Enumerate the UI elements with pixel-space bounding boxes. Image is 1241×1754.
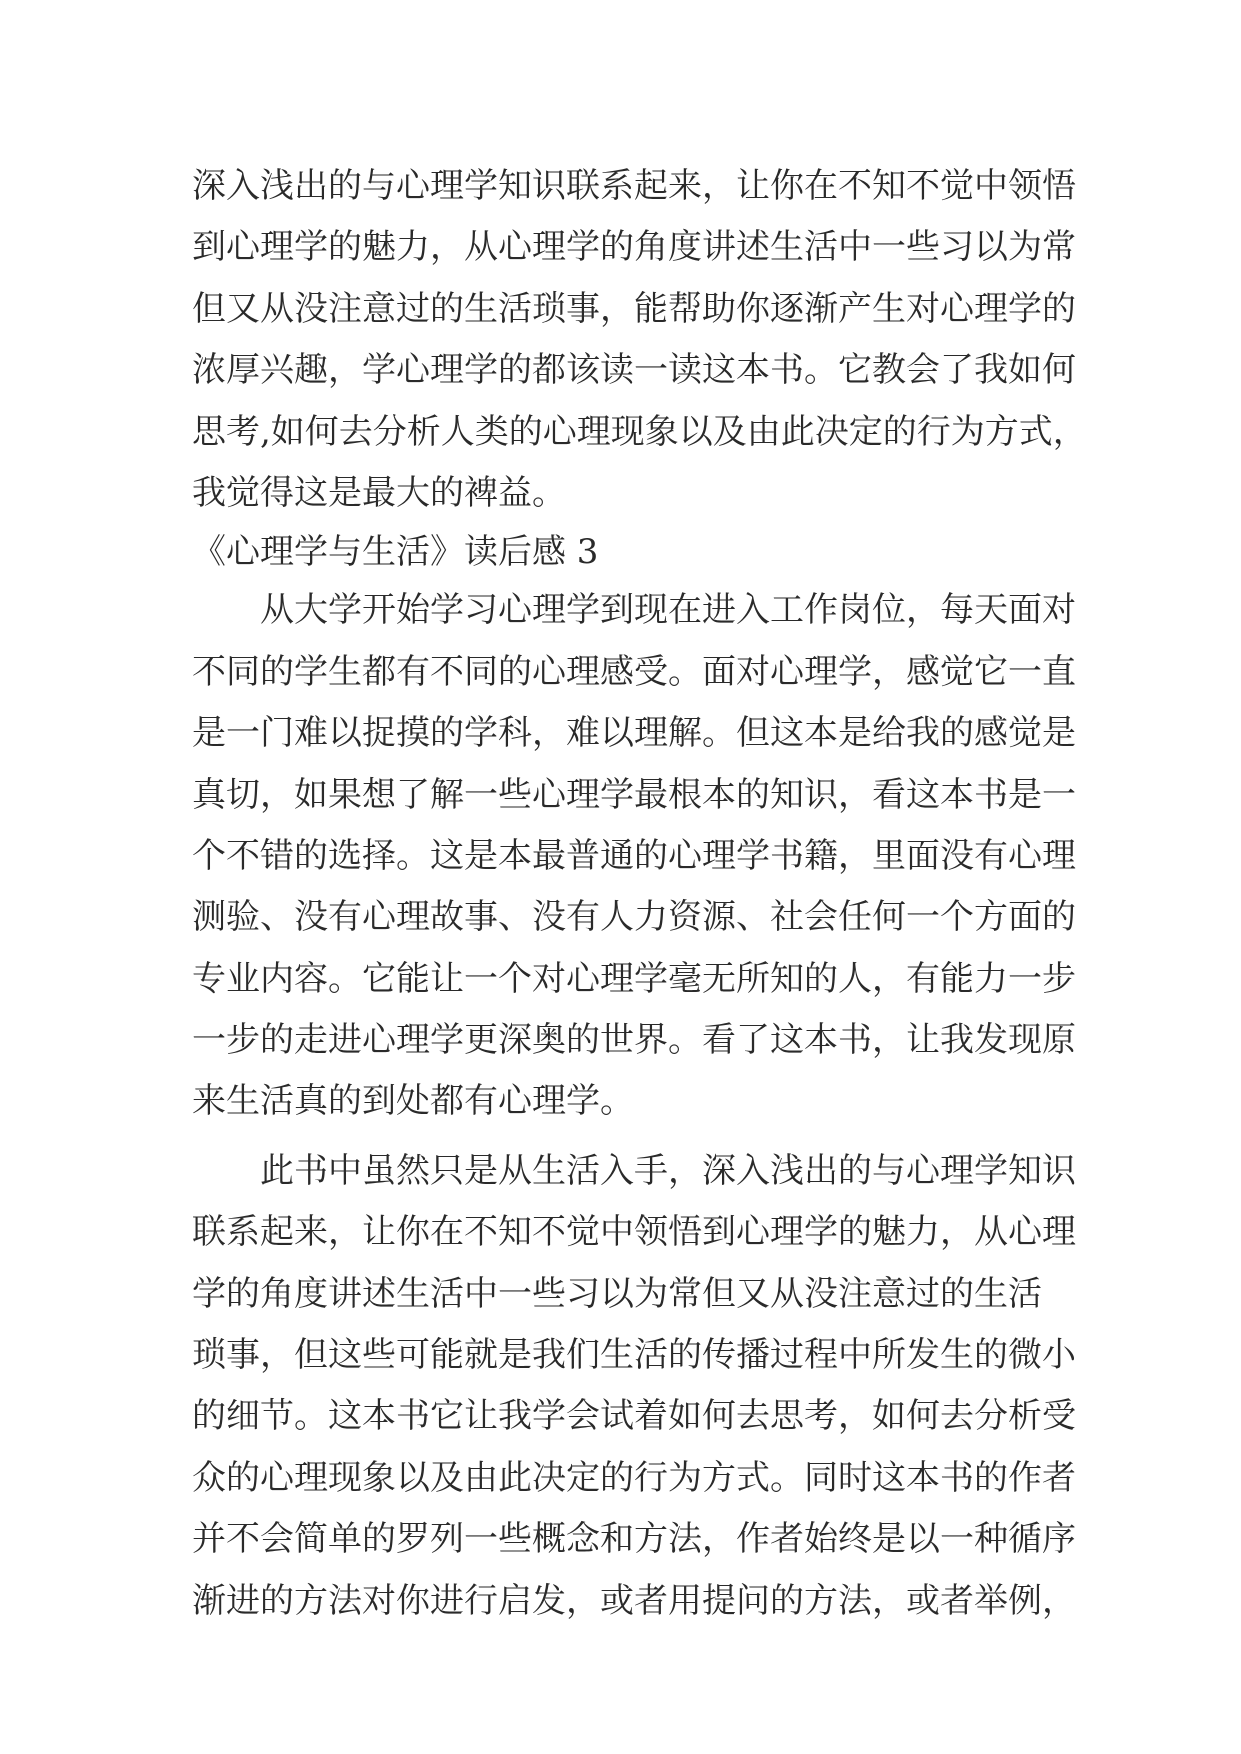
paragraph-1 — [192, 156, 1087, 524]
text-line: 专业内容。它能让一个对心理学毫无所知的人，有能力一步 — [192, 958, 1076, 999]
document-body — [192, 156, 1087, 1632]
text-line: 渐进的方法对你进行启发，或者用提问的方法，或者举例， — [192, 1580, 1076, 1621]
text-line: 不同的学生都有不同的心理感受。面对心理学，感觉它一直 — [192, 651, 1076, 692]
text-line: 思考,如何去分析人类的心理现象以及由此决定的行为方式， — [192, 411, 1087, 452]
paragraph-2 — [192, 580, 1076, 1133]
text-line: 测验、没有心理故事、没有人力资源、社会任何一个方面的 — [192, 897, 1076, 938]
text-line: 浓厚兴趣，学心理学的都该读一读这本书。它教会了我如何 — [192, 350, 1076, 391]
text-line: 到心理学的魅力，从心理学的角度讲述生活中一些习以为常 — [192, 227, 1076, 268]
text-line: 并不会简单的罗列一些概念和方法，作者始终是以一种循序 — [192, 1519, 1076, 1560]
text-line: 琐事，但这些可能就是我们生活的传播过程中所发生的微小 — [192, 1335, 1076, 1376]
text-line: 个不错的选择。这是本最普通的心理学书籍，里面没有心理 — [192, 835, 1076, 876]
text-line: 从大学开始学习心理学到现在进入工作岗位，每天面对 — [260, 590, 1076, 631]
text-line: 来生活真的到处都有心理学。 — [192, 1081, 634, 1122]
text-line: 此书中虽然只是从生活入手，深入浅出的与心理学知识 — [260, 1150, 1076, 1191]
text-line: 众的心理现象以及由此决定的行为方式。同时这本书的作者 — [192, 1457, 1076, 1498]
text-line: 联系起来，让你在不知不觉中领悟到心理学的魅力，从心理 — [192, 1212, 1076, 1253]
text-line: 学的角度讲述生活中一些习以为常但又从没注意过的生活 — [192, 1273, 1042, 1314]
paragraph-3 — [192, 1141, 1076, 1632]
text-line: 深入浅出的与心理学知识联系起来，让你在不知不觉中领悟 — [192, 166, 1076, 206]
section-heading: 《心理学与生活》读后感 3 — [192, 532, 599, 573]
text-line: 但又从没注意过的生活琐事，能帮助你逐渐产生对心理学的 — [192, 288, 1076, 329]
text-line: 的细节。这本书它让我学会试着如何去思考，如何去分析受 — [192, 1396, 1076, 1437]
text-line: 一步的走进心理学更深奥的世界。看了这本书，让我发现原 — [192, 1020, 1076, 1061]
text-line: 真切，如果想了解一些心理学最根本的知识，看这本书是一 — [192, 774, 1076, 815]
text-line: 我觉得这是最大的裨益。 — [192, 472, 566, 513]
text-line: 是一门难以捉摸的学科，难以理解。但这本是给我的感觉是 — [192, 713, 1076, 754]
